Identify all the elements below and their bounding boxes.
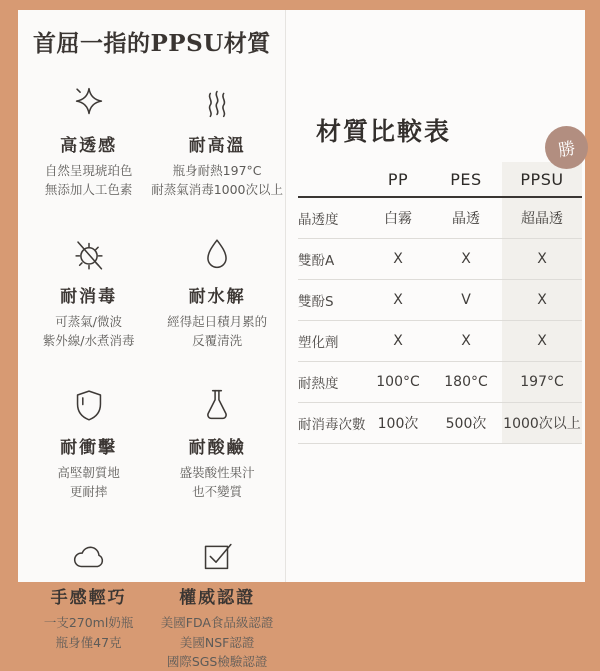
feature-desc-line: 自然呈現琥珀色 — [44, 163, 133, 178]
table-value-cell: 180°C — [444, 374, 488, 390]
feature-desc-line: 可蒸氣/微波 — [55, 313, 122, 329]
table-row — [298, 280, 582, 321]
checkbox-icon — [196, 534, 238, 576]
row-label: 耐消毒次數 — [298, 417, 366, 433]
table-value-cell: X — [461, 251, 471, 267]
sparkle-icon — [68, 82, 110, 124]
feature-desc-line: 耐蒸氣消毒1000次以上 — [151, 182, 283, 198]
feature-desc-line: 美國FDA食品級認證 — [160, 615, 274, 631]
table-value-cell: 100次 — [377, 416, 419, 432]
table-value-cell: 晶透 — [452, 211, 480, 227]
table-value-cell: 197°C — [520, 374, 564, 390]
feature-desc-line: 紫外線/水煮消毒 — [42, 333, 135, 349]
feature-description — [43, 312, 135, 351]
feature-item — [151, 233, 283, 351]
feature-title: 耐高溫 — [188, 136, 246, 156]
feature-item — [26, 233, 151, 351]
feature-item — [151, 534, 283, 671]
winner-badge — [545, 126, 588, 169]
table-value-cell: X — [393, 292, 403, 308]
feature-item — [26, 82, 151, 200]
column-header: PP — [387, 169, 409, 189]
feature-desc-line: 一支270ml奶瓶 — [43, 615, 134, 631]
flask-icon — [196, 384, 238, 426]
table-title: 材質比較表 — [316, 117, 452, 146]
row-label: 塑化劑 — [298, 335, 339, 351]
table-value-cell: X — [537, 333, 547, 349]
row-label: 雙酚S — [298, 294, 334, 310]
table-value-cell: 500次 — [445, 416, 487, 432]
table-value-cell: 白霧 — [384, 211, 412, 227]
infographic-card — [18, 10, 585, 669]
feature-description — [180, 463, 255, 502]
feature-title: 耐消毒 — [60, 286, 118, 307]
feature-item — [26, 384, 151, 502]
feature-desc-line: 美國NSF認證 — [179, 634, 255, 650]
feature-description — [45, 161, 133, 200]
feature-desc-line: 高堅韌質地 — [57, 464, 120, 480]
feature-description — [151, 161, 283, 200]
column-header: PPSU — [520, 169, 564, 189]
table-value-cell: X — [537, 251, 547, 267]
table-value-cell: X — [393, 333, 403, 349]
table-row — [298, 321, 582, 362]
page-title: 首屈一指的PPSU材質 — [33, 30, 271, 57]
steam-heat-icon — [196, 82, 238, 124]
feature-description — [44, 613, 134, 652]
winner-badge-label: 勝 — [556, 138, 578, 162]
feature-title: 權威認證 — [179, 588, 256, 609]
row-label: 雙酚A — [298, 253, 335, 269]
feature-desc-line: 瓶身耐熱197°C — [172, 163, 262, 178]
feature-item — [151, 384, 283, 502]
feature-item — [26, 534, 151, 671]
features-panel — [18, 10, 286, 669]
feature-title: 高透感 — [60, 136, 118, 156]
table-value-cell: V — [461, 292, 471, 308]
table-row — [298, 403, 582, 444]
feature-title: 耐酸鹼 — [188, 437, 246, 458]
comparison-panel — [286, 10, 585, 582]
cloud-icon — [68, 534, 110, 576]
crossed-sun-icon — [68, 233, 110, 275]
feature-desc-line: 更耐摔 — [69, 483, 108, 499]
feature-desc-line: 經得起日積月累的 — [167, 313, 268, 329]
feature-desc-line: 無添加人工色素 — [44, 182, 133, 198]
table-value-cell: X — [461, 333, 471, 349]
features-grid — [18, 82, 285, 671]
table-header-row — [298, 162, 582, 198]
comparison-table — [298, 162, 582, 444]
shield-icon — [68, 384, 110, 426]
feature-desc-line: 也不變質 — [192, 483, 243, 499]
table-value-cell: 1000次以上 — [503, 416, 581, 432]
row-label: 晶透度 — [298, 212, 339, 228]
feature-description — [167, 312, 267, 351]
feature-item — [151, 82, 283, 200]
table-row — [298, 239, 582, 280]
column-header: PES — [450, 169, 482, 189]
table-value-cell: 超晶透 — [521, 211, 563, 227]
water-drop-icon — [196, 233, 238, 275]
feature-desc-line: 反覆清洗 — [192, 333, 243, 349]
table-value-cell: X — [537, 292, 547, 308]
feature-title: 耐衝擊 — [60, 437, 118, 458]
feature-title: 耐水解 — [188, 286, 246, 307]
row-label: 耐熱度 — [298, 376, 339, 392]
feature-description — [57, 463, 120, 502]
feature-desc-line: 國際SGS檢驗認證 — [166, 654, 268, 669]
table-value-cell: 100°C — [376, 374, 420, 390]
table-value-cell: X — [393, 251, 403, 267]
feature-title: 手感輕巧 — [50, 588, 127, 609]
feature-desc-line: 瓶身僅47克 — [55, 634, 122, 650]
table-row — [298, 362, 582, 403]
feature-description — [161, 613, 274, 671]
feature-desc-line: 盛裝酸性果汁 — [179, 464, 255, 480]
table-row — [298, 198, 582, 239]
